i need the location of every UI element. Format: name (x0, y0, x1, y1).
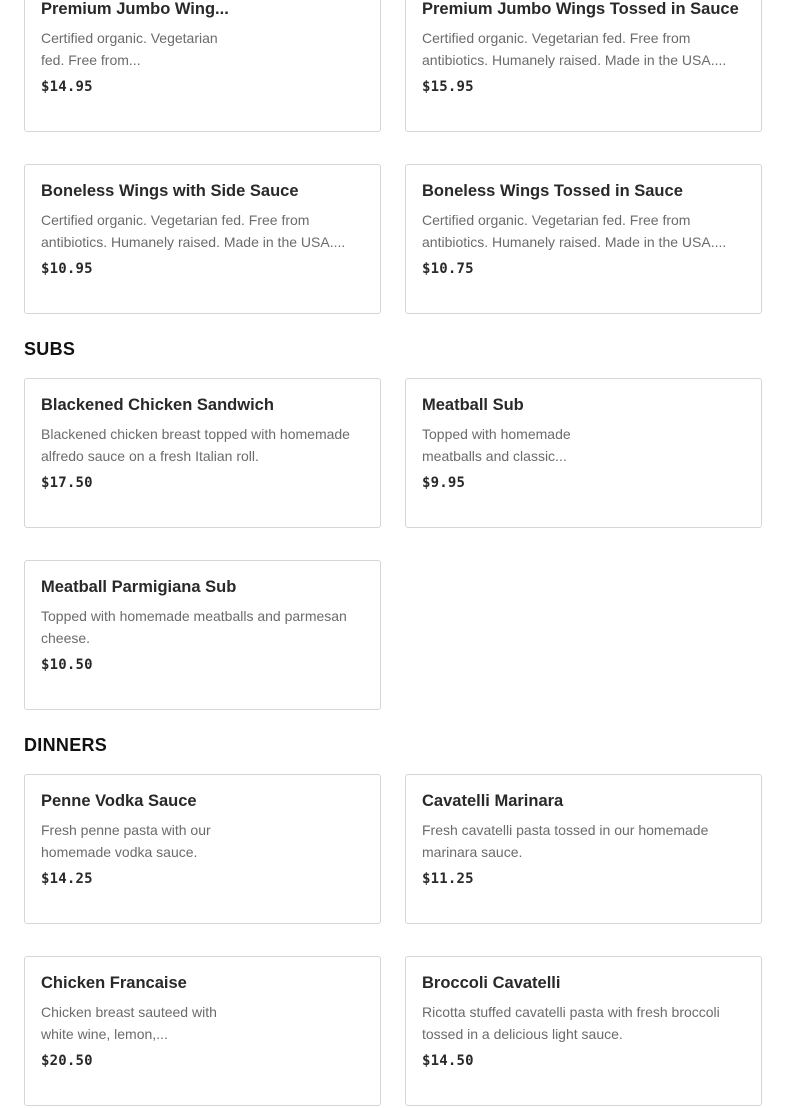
menu-item-price: $20.50 (41, 1053, 93, 1069)
menu-item-name: Premium Jumbo Wing... (41, 0, 229, 18)
menu-item-description: Fresh cavatelli pasta tossed in our homemade marinara sauce. (422, 822, 709, 860)
section-title-dinners: DINNERS (24, 735, 108, 755)
menu-item-price: $11.25 (422, 871, 474, 887)
menu-item-description: Chicken breast sauteed with white wine, lemon,... (41, 1004, 217, 1042)
menu-item-card[interactable] (24, 956, 381, 1106)
menu-item-description: Blackened chicken breast topped with homemade alfredo sauce on a fresh Italian roll. (41, 426, 350, 464)
menu-item-name: Meatball Sub (422, 396, 524, 414)
menu-item-card[interactable] (24, 164, 381, 314)
menu-item-price: $17.50 (41, 475, 93, 491)
menu-item-description: Certified organic. Vegetarian fed. Free from antibiotics. Humanely raised. Made in the USA.... (422, 212, 727, 250)
menu-item-name: Meatball Parmigiana Sub (41, 578, 237, 596)
menu-item-name: Premium Jumbo Wings Tossed in Sauce (422, 0, 739, 18)
menu-item-card[interactable] (405, 774, 762, 924)
menu-item-name: Blackened Chicken Sandwich (41, 396, 274, 414)
menu-item-price: $14.95 (41, 79, 93, 95)
menu-item-price: $10.50 (41, 657, 93, 673)
menu-item-price: $10.95 (41, 261, 93, 277)
menu-item-description: Fresh penne pasta with our homemade vodka sauce. (41, 822, 211, 860)
menu-item-price: $15.95 (422, 79, 474, 95)
menu-item-description: Certified organic. Vegetarian fed. Free from... (41, 30, 218, 68)
menu-item-price: $9.95 (422, 475, 466, 491)
menu-item-card[interactable] (24, 0, 381, 132)
menu-item-card[interactable] (405, 164, 762, 314)
menu-item-name: Boneless Wings with Side Sauce (41, 182, 299, 200)
menu-item-name: Penne Vodka Sauce (41, 792, 197, 810)
menu-item-description: Certified organic. Vegetarian fed. Free from antibiotics. Humanely raised. Made in the USA.... (41, 212, 346, 250)
menu-item-price: $14.50 (422, 1053, 474, 1069)
menu-item-description: Topped with homemade meatballs and parmesan cheese. (41, 608, 347, 646)
menu-item-card[interactable] (405, 378, 762, 528)
menu-item-name: Boneless Wings Tossed in Sauce (422, 182, 683, 200)
menu-item-name: Chicken Francaise (41, 974, 187, 992)
menu-item-card[interactable] (405, 0, 762, 132)
menu-item-card[interactable] (24, 774, 381, 924)
menu-item-description: Topped with homemade meatballs and classic... (422, 426, 571, 464)
menu-item-name: Broccoli Cavatelli (422, 974, 561, 992)
menu-item-price: $14.25 (41, 871, 93, 887)
menu-item-card[interactable] (405, 956, 762, 1106)
menu-item-card[interactable] (24, 378, 381, 528)
menu-item-description: Certified organic. Vegetarian fed. Free from antibiotics. Humanely raised. Made in the USA.... (422, 30, 727, 68)
menu-item-description: Ricotta stuffed cavatelli pasta with fresh broccoli tossed in a delicious light sauce. (422, 1004, 720, 1042)
menu-item-price: $10.75 (422, 261, 474, 277)
menu-item-card[interactable] (24, 560, 381, 710)
menu-item-name: Cavatelli Marinara (422, 792, 564, 810)
section-title-subs: SUBS (24, 339, 76, 359)
